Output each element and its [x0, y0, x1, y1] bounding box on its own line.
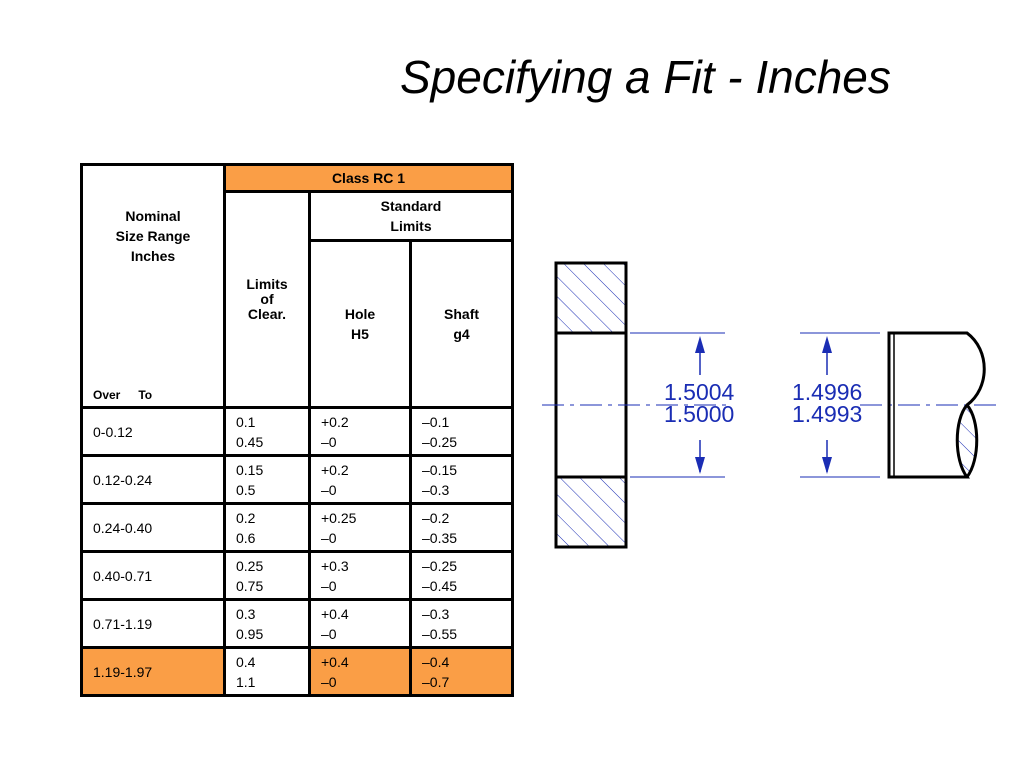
table-row: [82, 552, 513, 600]
limits-label-line: Clear.: [247, 306, 287, 322]
limits-label-line: Limits: [246, 276, 288, 292]
table-row: [82, 600, 513, 648]
hole-limits-cell: [310, 504, 411, 552]
shaft-lower: –0.3: [422, 481, 450, 498]
shaft-label-line: g4: [453, 326, 470, 342]
nominal-label-line: Inches: [130, 248, 176, 264]
hole-lower: –0: [321, 481, 337, 498]
clearance-max: 0.75: [236, 577, 264, 594]
clearance-min: 0.25: [236, 557, 264, 574]
size-range-cell: 0.12-0.24: [82, 456, 225, 504]
shaft-lower: –0.25: [422, 433, 458, 450]
class-header: Class RC 1: [225, 165, 513, 192]
shaft-header: [411, 241, 513, 408]
size-range-cell: 0-0.12: [82, 408, 225, 456]
shaft-lower: –0.55: [422, 625, 458, 642]
shaft-upper: –0.3: [422, 605, 450, 622]
shaft-upper: –0.15: [422, 461, 458, 478]
nominal-size-header: [82, 165, 225, 408]
shaft-limits-cell: [411, 504, 513, 552]
hole-limits-cell: [310, 408, 411, 456]
standard-limits-line: Standard: [380, 198, 442, 214]
hole-dimension: [630, 333, 735, 477]
shaft-limits-cell: [411, 552, 513, 600]
clearance-cell: [225, 648, 310, 696]
shaft-limits-cell: [411, 408, 513, 456]
shaft-upper: –0.4: [422, 653, 450, 670]
hole-upper: +0.3: [321, 557, 349, 574]
shaft-upper: –0.2: [422, 509, 450, 526]
hole-lower: –0: [321, 673, 337, 690]
clearance-max: 0.95: [236, 625, 264, 642]
clearance-max: 0.5: [236, 481, 256, 498]
fit-table: [80, 163, 514, 697]
size-range-cell: 1.19-1.97: [82, 648, 225, 696]
hole-limits-cell: [310, 552, 411, 600]
hole-dim-min: 1.5000: [664, 401, 735, 427]
shaft-upper: –0.1: [422, 413, 450, 430]
hole-lower: –0: [321, 433, 337, 450]
clearance-min: 0.15: [236, 461, 264, 478]
shaft-dim-min: 1.4993: [792, 401, 863, 427]
standard-limits-header: [310, 192, 513, 241]
hole-label-line: H5: [351, 326, 369, 342]
hole-lower: –0: [321, 625, 337, 642]
limits-of-clearance-header: [225, 192, 310, 408]
shaft-lower: –0.45: [422, 577, 458, 594]
standard-limits-line: Limits: [390, 218, 432, 234]
size-range-cell: 0.40-0.71: [82, 552, 225, 600]
shaft-label-line: Shaft: [444, 306, 480, 322]
arrow-up-icon: [822, 336, 832, 353]
hole-upper: +0.4: [321, 653, 349, 670]
limits-label-line: of: [260, 291, 274, 307]
arrow-up-icon: [695, 336, 705, 353]
hole-upper: +0.4: [321, 605, 349, 622]
to-label: To: [138, 388, 153, 402]
nominal-label-line: Size Range: [115, 228, 191, 244]
clearance-cell: [225, 552, 310, 600]
clearance-cell: [225, 504, 310, 552]
shaft-limits-cell: [411, 600, 513, 648]
table-row-highlighted: [82, 648, 513, 696]
over-to-label: [93, 388, 152, 402]
clearance-cell: [225, 456, 310, 504]
shaft-limits-cell: [411, 648, 513, 696]
clearance-max: 0.6: [236, 529, 256, 546]
clearance-min: 0.3: [236, 605, 256, 622]
hole-lower: –0: [321, 529, 337, 546]
shaft-lower: –0.35: [422, 529, 458, 546]
hole-header: [310, 241, 411, 408]
table-row: [82, 408, 513, 456]
hole-limits-cell: [310, 600, 411, 648]
clearance-cell: [225, 600, 310, 648]
fit-drawing: [530, 250, 1000, 560]
size-range-cell: 0.71-1.19: [82, 600, 225, 648]
table-row: [82, 504, 513, 552]
shaft-upper: –0.25: [422, 557, 458, 574]
hole-lower: –0: [321, 577, 337, 594]
clearance-min: 0.4: [236, 653, 256, 670]
arrow-down-icon: [822, 457, 832, 474]
table-row: [82, 456, 513, 504]
hole-upper: +0.25: [321, 509, 357, 526]
hole-upper: +0.2: [321, 413, 349, 430]
hole-limits-cell: [310, 456, 411, 504]
size-range-cell: 0.24-0.40: [82, 504, 225, 552]
hole-limits-cell: [310, 648, 411, 696]
clearance-max: 0.45: [236, 433, 264, 450]
shaft-limits-cell: [411, 456, 513, 504]
arrow-down-icon: [695, 457, 705, 474]
hole-dim-max: 1.5004: [664, 379, 735, 405]
hole-lower-section-hatch: [556, 477, 626, 547]
slide-title: Specifying a Fit - Inches: [400, 51, 891, 103]
clearance-min: 0.1: [236, 413, 256, 430]
nominal-label-line: Nominal: [125, 208, 181, 224]
over-label: Over: [93, 388, 121, 402]
clearance-max: 1.1: [236, 673, 256, 690]
hole-upper-section-hatch: [556, 263, 626, 333]
hole-upper: +0.2: [321, 461, 349, 478]
clearance-min: 0.2: [236, 509, 256, 526]
hole-label-line: Hole: [344, 306, 376, 322]
shaft-dim-max: 1.4996: [792, 379, 863, 405]
shaft-lower: –0.7: [422, 673, 450, 690]
clearance-cell: [225, 408, 310, 456]
